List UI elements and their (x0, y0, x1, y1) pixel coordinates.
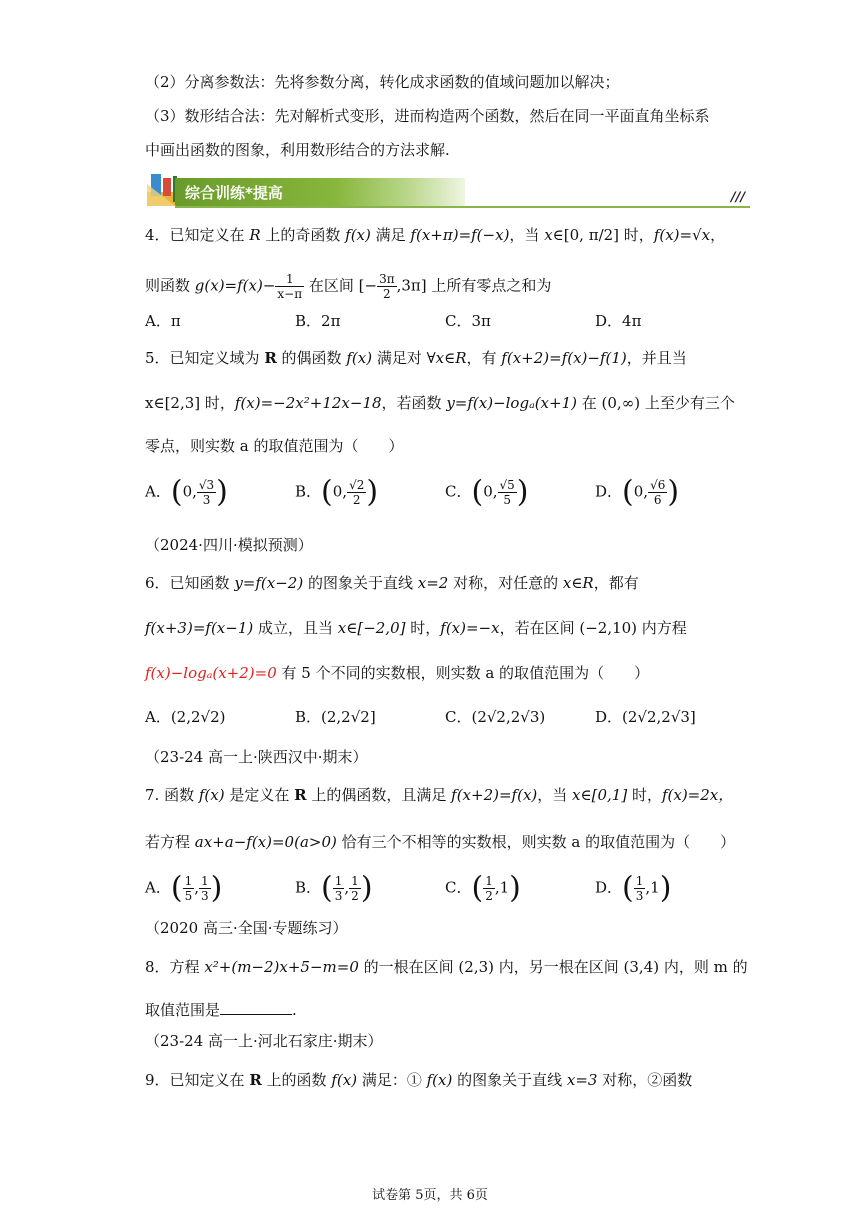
q4-option-c: C．3π (445, 312, 491, 330)
q5-option-d: D．(0, $\frac{√6}{6}$ ) (595, 474, 680, 510)
q5-option-b: B．(0, $\frac{√2}{2}$ ) (295, 474, 379, 510)
q6-option-d: D．(2√2,2√3] (595, 708, 696, 726)
q7-option-b: B．( $\frac{1}{3}$ , $\frac{1}{2}$ ) (295, 870, 373, 906)
q7-source: （23-24 高一上·陕西汉中·期末） (145, 748, 368, 766)
banner-title: 综合训练*提高 (185, 184, 283, 202)
intro-line-3a: （3）数形结合法：先对解析式变形，进而构造两个函数，然后在同一平面直角坐标系 (145, 107, 710, 125)
q7-option-a: A．( $\frac{1}{5}$ , $\frac{1}{3}$ ) (145, 870, 223, 906)
q8-line-2: 取值范围是 . (145, 1001, 297, 1019)
q4-option-d: D．4π (595, 312, 642, 330)
q5-line-3: 零点，则实数 a 的取值范围为（ ） (145, 437, 404, 455)
q6-option-b: B．(2,2√2] (295, 708, 376, 726)
q4-line-2: 则函数 g(x)=f(x)− $\frac{1}{x-\pi}$ 在区间 [− $\frac{3\pi}{2}$ ,3π] 上所有零点之和为 (145, 272, 552, 301)
q9-line-1: 9．已知定义在 R 上的函数 f(x) 满足：① f(x) 的图象关于直线 x=3 对称，②函数 (145, 1071, 693, 1089)
banner-slashes: /// (730, 190, 745, 205)
q6-line-2: f(x+3)=f(x−1) 成立，且当 x∈[−2,0] 时，f(x)=−x，若在区间 (−2,10) 内方程 (145, 619, 687, 637)
q5-option-a: A．(0, $\frac{√3}{3}$ ) (145, 474, 228, 510)
section-banner (145, 170, 745, 210)
banner-rule (175, 206, 750, 208)
q4-option-a: A．π (145, 312, 181, 330)
q5-line-1: 5．已知定义域为 R 的偶函数 f(x) 满足对 ∀x∈R，有 f(x+2)=f(x)−f(1)，并且当 (145, 349, 687, 367)
q7-option-d: D．( $\frac{1}{3}$ ,1) (595, 870, 672, 906)
q4-line-1: 4．已知定义在 R 上的奇函数 f(x) 满足 f(x+π)=f(−x)，当 x∈[0, π/2] 时，f(x)=√x， (145, 226, 726, 244)
intro-line-2: （2）分离参数法：先将参数分离，转化成求函数的值域问题加以解决； (145, 73, 620, 91)
q7-option-c: C．( $\frac{1}{2}$ ,1) (445, 870, 521, 906)
q6-option-a: A．(2,2√2) (145, 708, 226, 726)
q4-option-b: B．2π (295, 312, 341, 330)
q6-line-3: f(x)−logₐ(x+2)=0 有 5 个不同的实数根，则实数 a 的取值范围为（ ） (145, 664, 650, 682)
q8-source: （2020 高三·全国·专题练习） (145, 919, 348, 937)
q6-highlight-equation: f(x)−logₐ(x+2)=0 (145, 664, 277, 682)
q7-line-1: 7. 函数 f(x) 是定义在 R 上的偶函数，且满足 f(x+2)=f(x)，当 x∈[0,1] 时，f(x)=2x， (145, 786, 734, 804)
page-footer: 试卷第 5页，共 6页 (372, 1188, 488, 1203)
q6-source: （2024·四川·模拟预测） (145, 536, 313, 554)
q8-answer-blank (220, 1000, 292, 1015)
q9-source: （23-24 高一上·河北石家庄·期末） (145, 1032, 383, 1050)
q5-line-2: x∈[2,3] 时，f(x)=−2x²+12x−18，若函数 y=f(x)−logₐ(x+1) 在 (0,∞) 上至少有三个 (145, 394, 735, 412)
q6-line-1: 6．已知函数 y=f(x−2) 的图象关于直线 x=2 对称，对任意的 x∈R，都有 (145, 574, 639, 592)
q8-line-1: 8．方程 x²+(m−2)x+5−m=0 的一根在区间 (2,3) 内，另一根在区间 (3,4) 内，则 m 的 (145, 958, 748, 976)
q6-option-c: C．(2√2,2√3) (445, 708, 546, 726)
q7-line-2: 若方程 ax+a−f(x)=0(a>0) 恰有三个不相等的实数根，则实数 a 的取值范围为（ ） (145, 833, 736, 851)
q5-option-c: C．(0, $\frac{√5}{5}$ ) (445, 474, 529, 510)
intro-line-3b: 中画出函数的图象，利用数形结合的方法求解. (145, 141, 450, 159)
